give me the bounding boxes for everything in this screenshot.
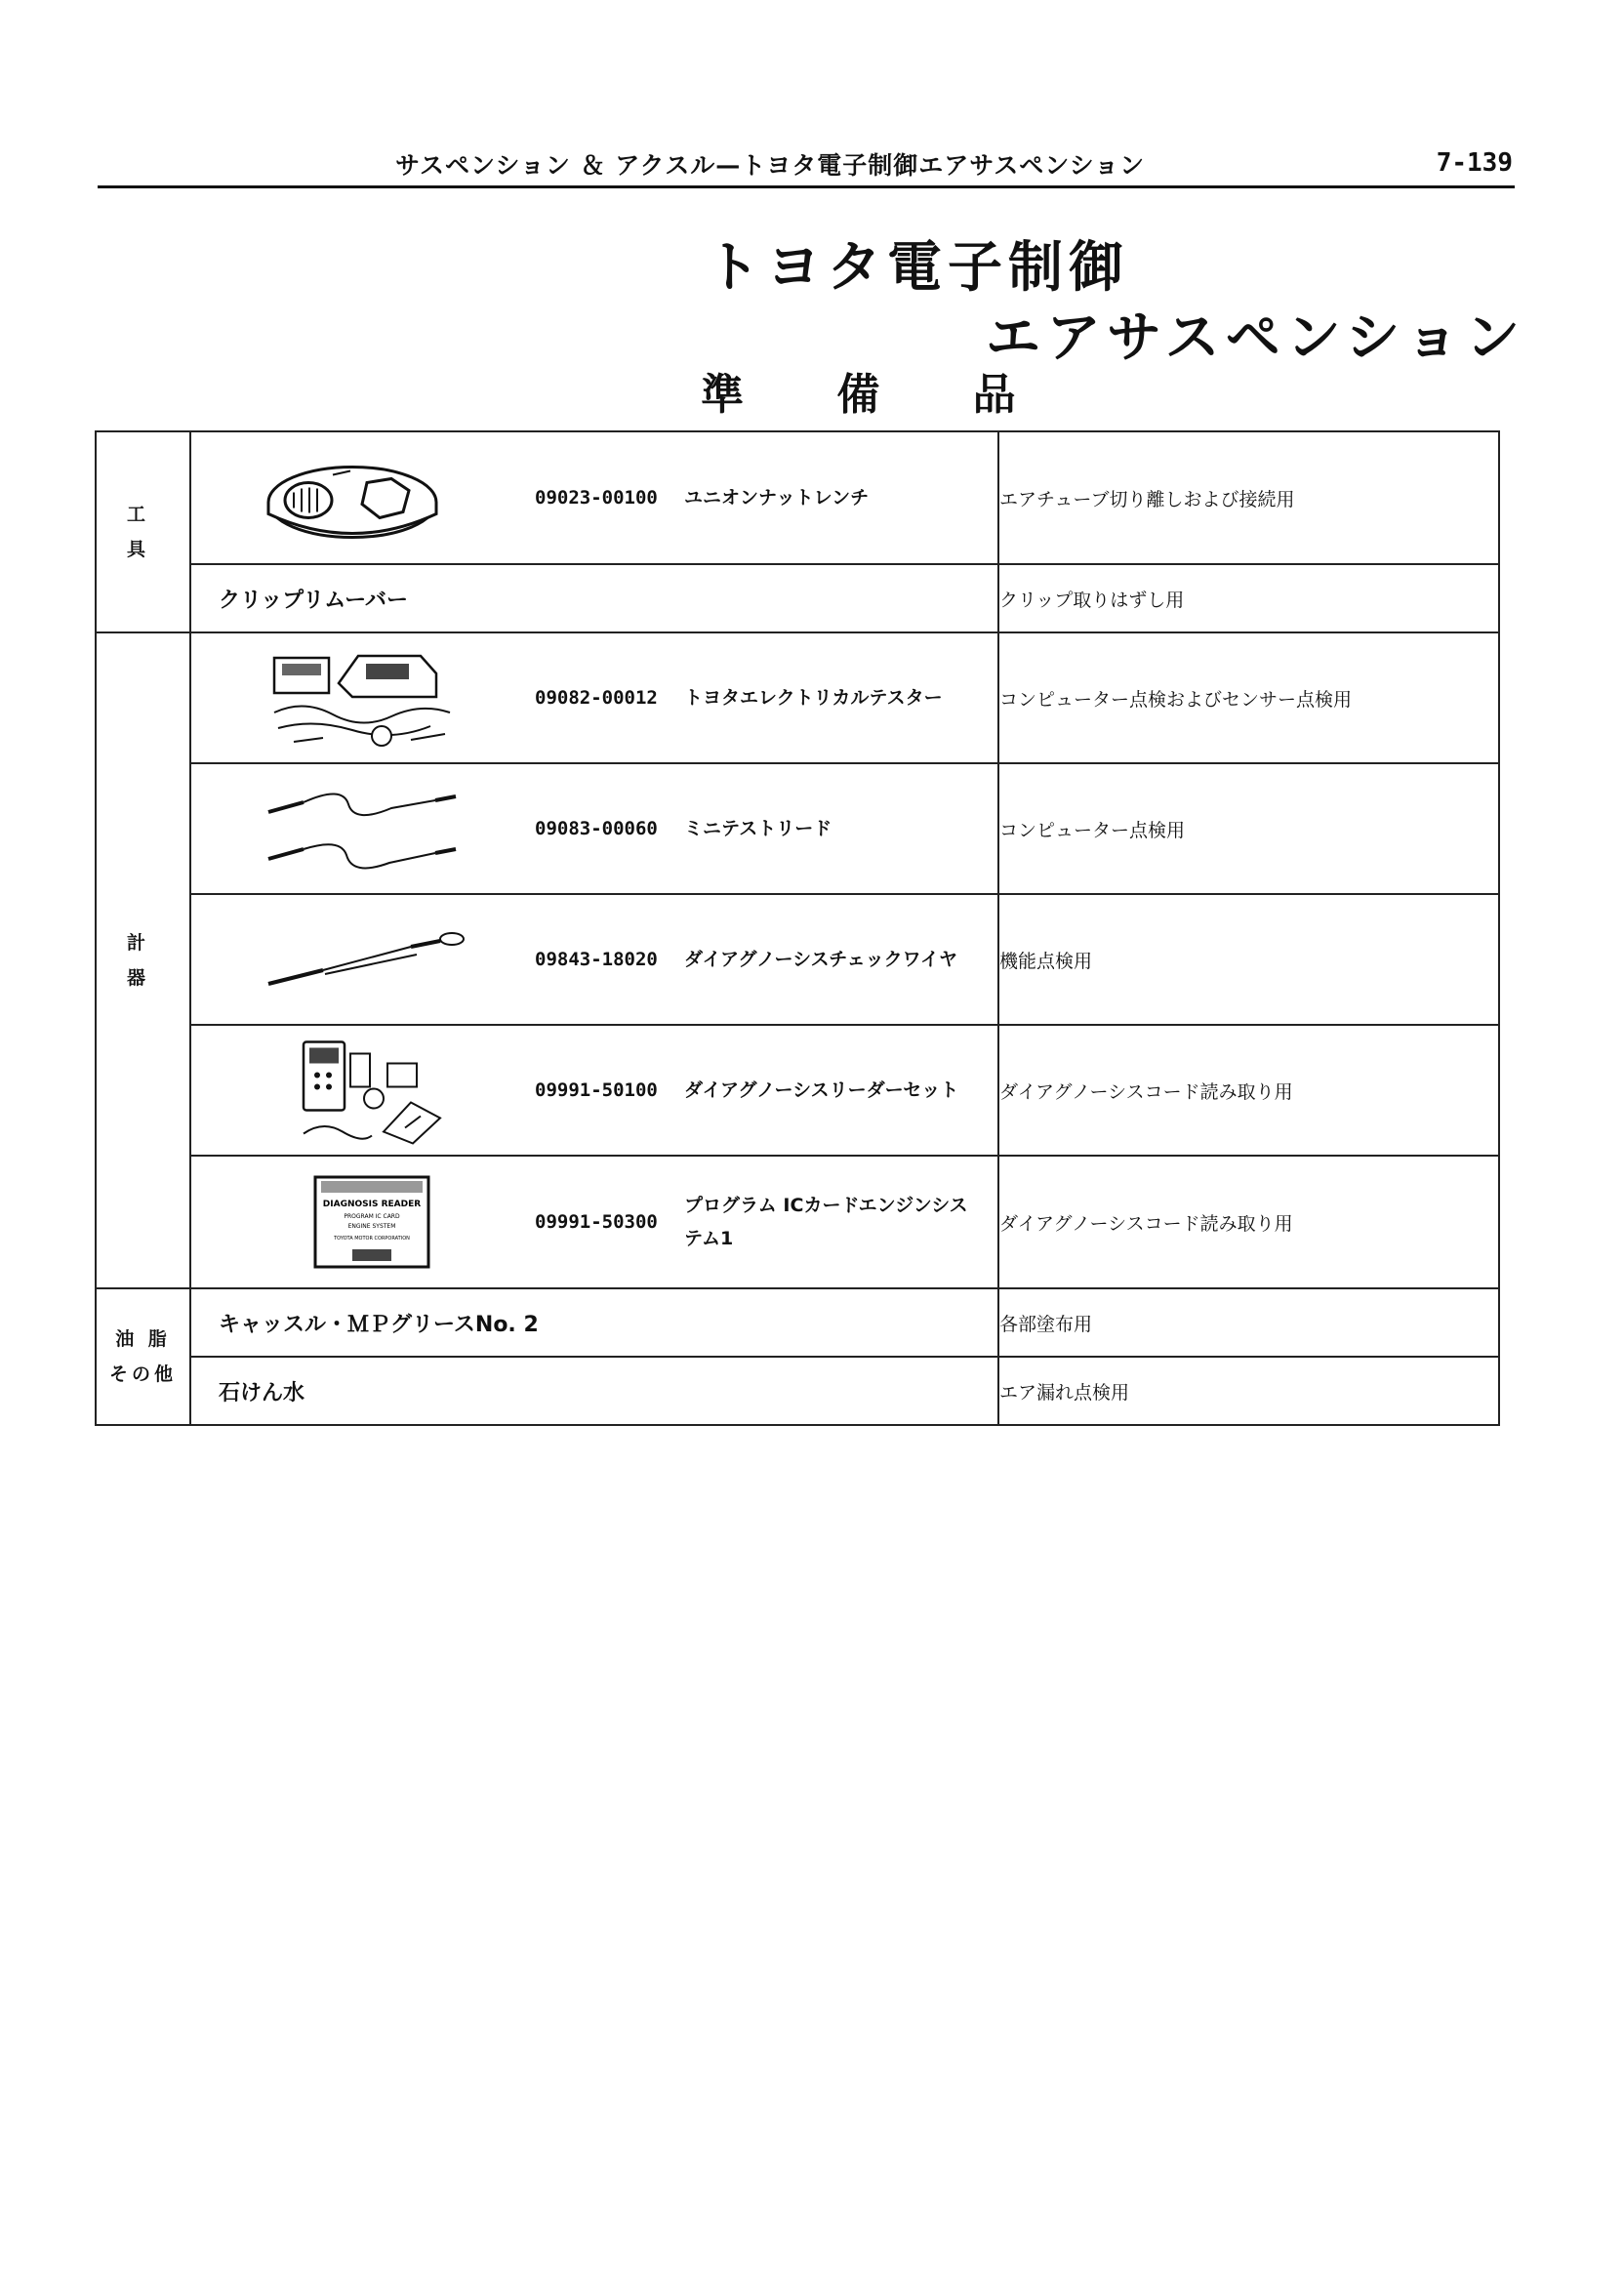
item-cell	[190, 894, 998, 1025]
page-subtitle: 準 備 品	[701, 370, 1055, 420]
usage-cell: クリップ取りはずし用	[998, 564, 1499, 632]
section-title: サスペンション ＆ アクスル—トヨタ電子制御エアサスペンション	[395, 151, 1146, 180]
table-row	[96, 1357, 1499, 1425]
table-row	[96, 1025, 1499, 1156]
item-cell	[190, 431, 998, 564]
item-cell	[190, 1288, 998, 1357]
union-nut-wrench-icon	[264, 452, 440, 545]
usage-cell: ダイアグノーシスコード読み取り用	[998, 1156, 1499, 1288]
part-name: トヨタエレクトリカルテスター	[684, 687, 943, 709]
usage-cell: エアチューブ切り離しおよび接続用	[998, 431, 1499, 564]
usage-cell: ダイアグノーシスコード読み取り用	[998, 1025, 1499, 1156]
table-row	[96, 632, 1499, 763]
item-cell	[190, 1357, 998, 1425]
table-row	[96, 431, 1499, 564]
category-meters: 計 器	[96, 632, 190, 1288]
svg-text:ENGINE SYSTEM: ENGINE SYSTEM	[347, 1223, 396, 1230]
part-name: ダイアグノーシスチェックワイヤ	[684, 949, 958, 970]
part-name: クリップリムーバー	[219, 588, 409, 613]
part-name: ユニオンナットレンチ	[684, 487, 870, 509]
page-title-line2: エアサスペンション	[986, 306, 1526, 370]
part-number: 09083-00060	[535, 818, 658, 839]
usage-cell: コンピューター点検用	[998, 763, 1499, 894]
table-row	[96, 894, 1499, 1025]
part-number: 09991-50300	[535, 1211, 658, 1233]
svg-text:TOYOTA MOTOR CORPORATION: TOYOTA MOTOR CORPORATION	[334, 1236, 410, 1242]
usage-cell: エア漏れ点検用	[998, 1357, 1499, 1425]
svg-text:DIAGNOSIS READER: DIAGNOSIS READER	[322, 1200, 422, 1209]
table-row	[96, 1156, 1499, 1288]
reader-set-icon	[264, 1035, 460, 1147]
table-row	[96, 763, 1499, 894]
ic-card-icon	[313, 1175, 430, 1269]
part-name: ダイアグノーシスリーダーセット	[684, 1079, 959, 1101]
part-number: 09843-18020	[535, 949, 658, 970]
part-number: 09082-00012	[535, 687, 658, 709]
part-name: ミニテストリード	[684, 818, 832, 839]
svg-text:PROGRAM IC CARD: PROGRAM IC CARD	[344, 1213, 400, 1220]
usage-cell: コンピューター点検およびセンサー点検用	[998, 632, 1499, 763]
usage-cell: 機能点検用	[998, 894, 1499, 1025]
mini-test-lead-icon	[264, 775, 460, 882]
item-cell	[190, 1025, 998, 1156]
part-name: 石けん水	[219, 1380, 305, 1405]
part-name: キャッスル・ＭＰグリースNo. 2	[219, 1312, 539, 1337]
item-cell	[190, 763, 998, 894]
table-row	[96, 564, 1499, 632]
item-cell	[190, 564, 998, 632]
page-title-line1: トヨタ電子制御	[706, 236, 1129, 300]
category-tools: 工 具	[96, 431, 190, 632]
part-name: プログラム ICカードエンジンシステム1	[684, 1195, 968, 1249]
usage-cell: 各部塗布用	[998, 1288, 1499, 1357]
table-row	[96, 1288, 1499, 1357]
check-wire-icon	[264, 925, 469, 994]
item-cell	[190, 1156, 998, 1288]
item-cell	[190, 632, 998, 763]
part-number: 09023-00100	[535, 487, 658, 509]
page-header	[98, 144, 1515, 188]
page-number: 7-139	[1436, 148, 1513, 178]
parts-table	[95, 430, 1500, 1426]
part-number: 09991-50100	[535, 1079, 658, 1101]
electrical-tester-icon	[264, 644, 460, 752]
category-grease-others: 油 脂 その他	[96, 1288, 190, 1425]
